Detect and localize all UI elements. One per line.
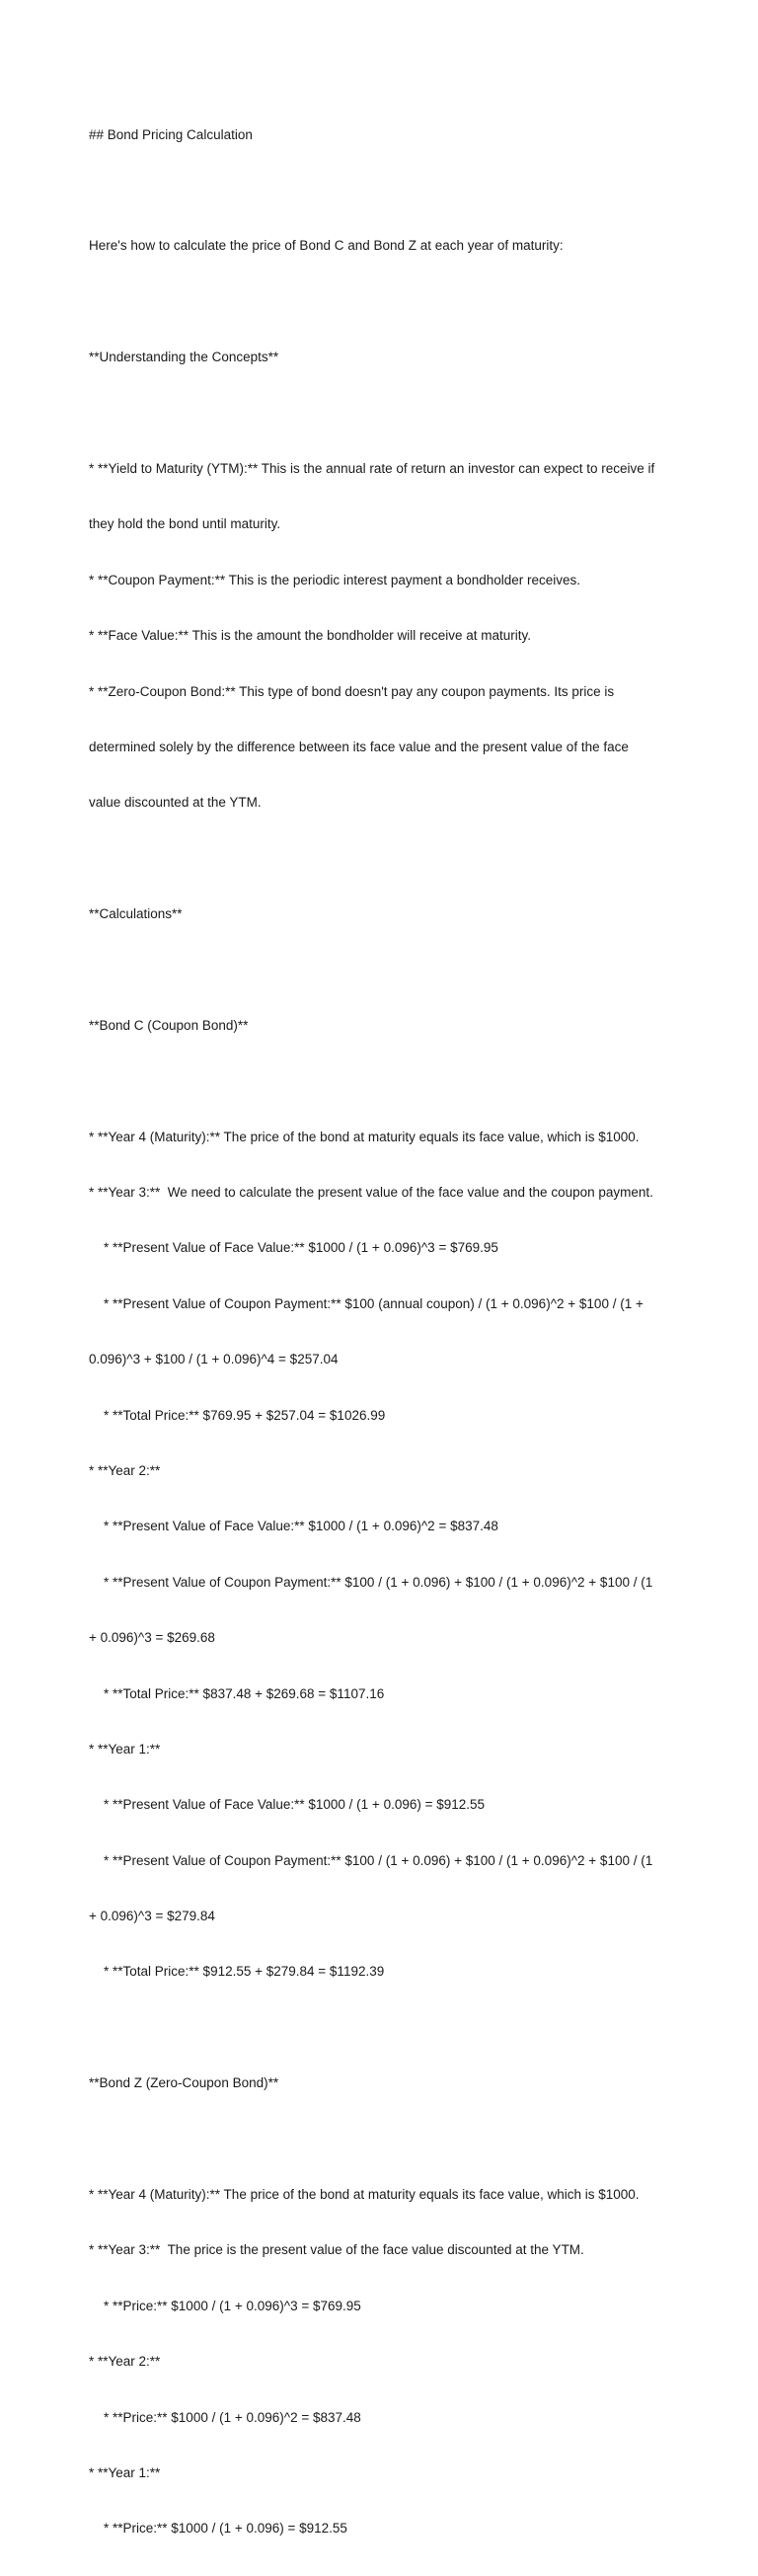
section-understanding-concepts: **Understanding the Concepts**	[89, 350, 279, 365]
blank-line	[89, 2019, 681, 2038]
bond-z-year-3: * **Year 3:** The price is the present value of the face value discounted at the YTM.	[89, 2242, 584, 2258]
bond-z-year-1: * **Year 1:**	[89, 2465, 161, 2480]
subsection-bond-z: **Bond Z (Zero-Coupon Bond)**	[89, 2075, 279, 2091]
bullet-face-value: * **Face Value:** This is the amount the bondholder will receive at maturity.	[89, 628, 531, 644]
bond-c-year-3-pv-coupon-continued: 0.096)^3 + $100 / (1 + 0.096)^4 = $257.04	[89, 1352, 339, 1367]
bond-c-year-3-pv-coupon: * **Present Value of Coupon Payment:** $100 (annual coupon) / (1 + 0.096)^2 + $100 / (1 +	[89, 1295, 644, 1311]
bullet-zero-coupon-bond: * **Zero-Coupon Bond:** This type of bond doesn't pay any coupon payments. Its price is	[89, 683, 615, 699]
bond-z-year-4: * **Year 4 (Maturity):** The price of the bond at maturity equals its face value, which is $1000.	[89, 2187, 640, 2203]
bond-c-year-1-pv-coupon: * **Present Value of Coupon Payment:** $100 / (1 + 0.096) + $100 / (1 + 0.096)^2 + $100 / (1	[89, 1852, 653, 1868]
bond-c-year-2-total: * **Total Price:** $837.48 + $269.68 = $1107.16	[89, 1685, 385, 1701]
bond-c-year-2-pv-coupon-continued: + 0.096)^3 = $269.68	[89, 1630, 215, 1646]
bond-c-year-1-pv-coupon-continued: + 0.096)^3 = $279.84	[89, 1909, 215, 1924]
bond-c-year-4: * **Year 4 (Maturity):** The price of the bond at maturity equals its face value, which is $1000.	[89, 1129, 640, 1144]
blank-line	[89, 850, 681, 869]
bond-c-year-1: * **Year 1:**	[89, 1741, 161, 1756]
section-calculations: **Calculations**	[89, 906, 183, 922]
bond-c-year-2-pv-coupon: * **Present Value of Coupon Payment:** $100 / (1 + 0.096) + $100 / (1 + 0.096)^2 + $100 / (1	[89, 1574, 653, 1590]
bond-c-year-3-total: * **Total Price:** $769.95 + $257.04 = $1026.99	[89, 1407, 386, 1423]
blank-line	[89, 961, 681, 979]
bond-c-year-3-pv-face: * **Present Value of Face Value:** $1000 / (1 + 0.096)^3 = $769.95	[89, 1240, 498, 1256]
blank-line	[89, 2131, 681, 2149]
intro-paragraph: Here's how to calculate the price of Bond C and Bond Z at each year of maturity:	[89, 238, 564, 254]
bond-c-year-3: * **Year 3:** We need to calculate the present value of the face value and the coupon payment.	[89, 1185, 653, 1201]
bullet-coupon-payment: * **Coupon Payment:** This is the periodic interest payment a bondholder receives.	[89, 572, 581, 587]
blank-line	[89, 1072, 681, 1091]
bond-z-year-3-price: * **Price:** $1000 / (1 + 0.096)^3 = $769.95	[89, 2298, 361, 2313]
bullet-ytm: * **Yield to Maturity (YTM):** This is the annual rate of return an investor can expect to receive if	[89, 460, 655, 476]
document-body	[89, 89, 681, 2576]
bond-c-year-2-pv-face: * **Present Value of Face Value:** $1000 / (1 + 0.096)^2 = $837.48	[89, 1519, 498, 1534]
bullet-zero-coupon-bond-continued: determined solely by the difference between its face value and the present value of the face	[89, 739, 629, 754]
heading-bond-pricing-calculation: ## Bond Pricing Calculation	[89, 126, 253, 142]
bond-z-year-2-price: * **Price:** $1000 / (1 + 0.096)^2 = $837.48	[89, 2409, 361, 2425]
bond-c-year-1-total: * **Total Price:** $912.55 + $279.84 = $1192.39	[89, 1964, 385, 1980]
bond-c-year-2: * **Year 2:**	[89, 1462, 161, 1478]
subsection-bond-c: **Bond C (Coupon Bond)**	[89, 1017, 249, 1033]
blank-line	[89, 182, 681, 200]
blank-line	[89, 293, 681, 312]
bullet-ytm-continued: they hold the bond until maturity.	[89, 516, 281, 532]
bond-z-year-2: * **Year 2:**	[89, 2354, 161, 2370]
blank-line	[89, 405, 681, 424]
bond-c-year-1-pv-face: * **Present Value of Face Value:** $1000 / (1 + 0.096) = $912.55	[89, 1797, 486, 1813]
bond-z-year-1-price: * **Price:** $1000 / (1 + 0.096) = $912.55	[89, 2521, 347, 2537]
bullet-zero-coupon-bond-continued: value discounted at the YTM.	[89, 795, 262, 811]
